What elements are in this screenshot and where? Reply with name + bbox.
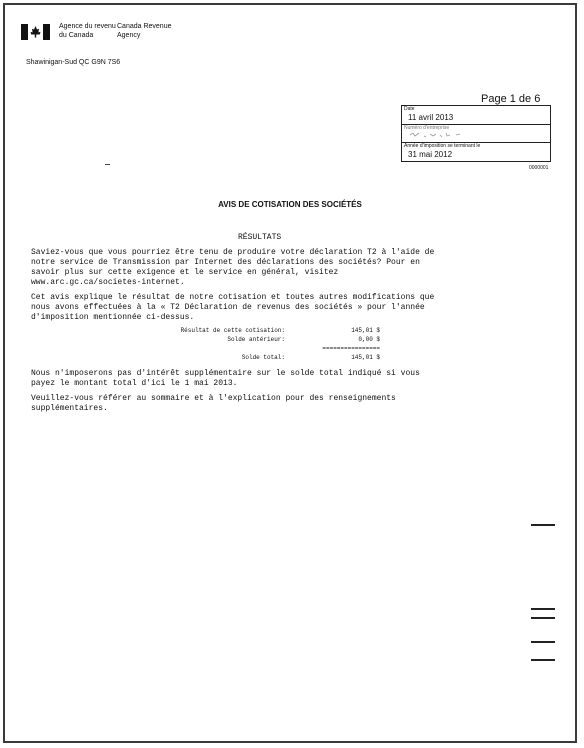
redacted-account-number: [408, 129, 468, 141]
paragraph-4-line: Veuillez-vous référer au sommaire et à l'explication pour des renseignements: [31, 394, 396, 403]
canada-flag-logo: [21, 24, 50, 40]
summary-labels: [145, 326, 285, 362]
reference-code: 0000001: [529, 165, 549, 171]
account-label: Numéro d'entreprise: [404, 125, 450, 131]
document-page: [3, 3, 577, 743]
summary-separator: ================: [322, 345, 380, 352]
paragraph-1-line: savoir plus sur cette exigence et le service en général, visitez: [31, 268, 339, 277]
paragraph-2-line: nous avons effectuées à la « T2 Déclaration de revenus des sociétés » pour l'année: [31, 303, 425, 312]
omr-mark: [531, 617, 555, 619]
prior-balance-value: 0,00 $: [358, 336, 380, 343]
paragraph-4: [31, 394, 396, 414]
paragraph-2: [31, 293, 434, 323]
tax-year-label: Année d'imposition se terminant le: [404, 143, 481, 149]
omr-mark: [531, 524, 555, 526]
mailing-address: Shawinigan-Sud QC G9N 7S6: [26, 59, 121, 66]
agency-fr-line-1: Agence du revenu: [59, 23, 116, 30]
date-row: [402, 106, 550, 125]
assessment-label: Résultat de cette cotisation:: [180, 327, 285, 334]
date-label: Date: [404, 106, 415, 112]
agency-name-fr: [59, 22, 116, 40]
paragraph-1: [31, 248, 434, 288]
prior-balance-label: Solde antérieur:: [227, 336, 285, 343]
agency-en-line-1: Canada Revenue: [117, 23, 172, 30]
tax-year-row: [402, 143, 550, 162]
document-title: AVIS DE COTISATION DES SOCIÉTÉS: [218, 200, 362, 209]
section-heading: RÉSULTATS: [238, 233, 282, 242]
date-value: 11 avril 2013: [408, 113, 454, 122]
summary-values: [305, 326, 380, 362]
paragraph-1-line: notre service de Transmission par Internet des déclarations des sociétés? Pour en: [31, 258, 420, 267]
account-row: [402, 125, 550, 143]
paragraph-1-line: www.arc.gc.ca/societes-internet.: [31, 278, 185, 287]
paragraph-3-line: payez le montant total d'ici le 1 mai 2013.: [31, 379, 238, 388]
paragraph-2-line: d'imposition mentionnée ci-dessus.: [31, 313, 195, 322]
total-label: Solde total:: [241, 354, 285, 361]
agency-name-en: [117, 22, 172, 40]
scan-mark: [105, 164, 110, 165]
paragraph-4-line: supplémentaires.: [31, 404, 108, 413]
agency-fr-line-2: du Canada: [59, 32, 94, 39]
omr-mark: [531, 608, 555, 610]
paragraph-1-line: Saviez-vous que vous pourriez être tenu de produire votre déclaration T2 à l'aide de: [31, 248, 435, 257]
info-box: [401, 105, 551, 162]
paragraph-3-line: Nous n'imposerons pas d'intérêt supplémentaire sur le solde total indiqué si vous: [31, 369, 420, 378]
omr-mark: [531, 659, 555, 661]
total-value: 145,01 $: [351, 354, 380, 361]
page-number: Page 1 de 6: [481, 93, 541, 105]
tax-year-value: 31 mai 2012: [408, 150, 453, 159]
agency-en-line-2: Agency: [117, 32, 141, 39]
paragraph-3: [31, 369, 420, 389]
assessment-value: 145,01 $: [351, 327, 380, 334]
omr-mark: [531, 641, 555, 643]
paragraph-2-line: Cet avis explique le résultat de notre cotisation et toutes autres modifications que: [31, 293, 435, 302]
